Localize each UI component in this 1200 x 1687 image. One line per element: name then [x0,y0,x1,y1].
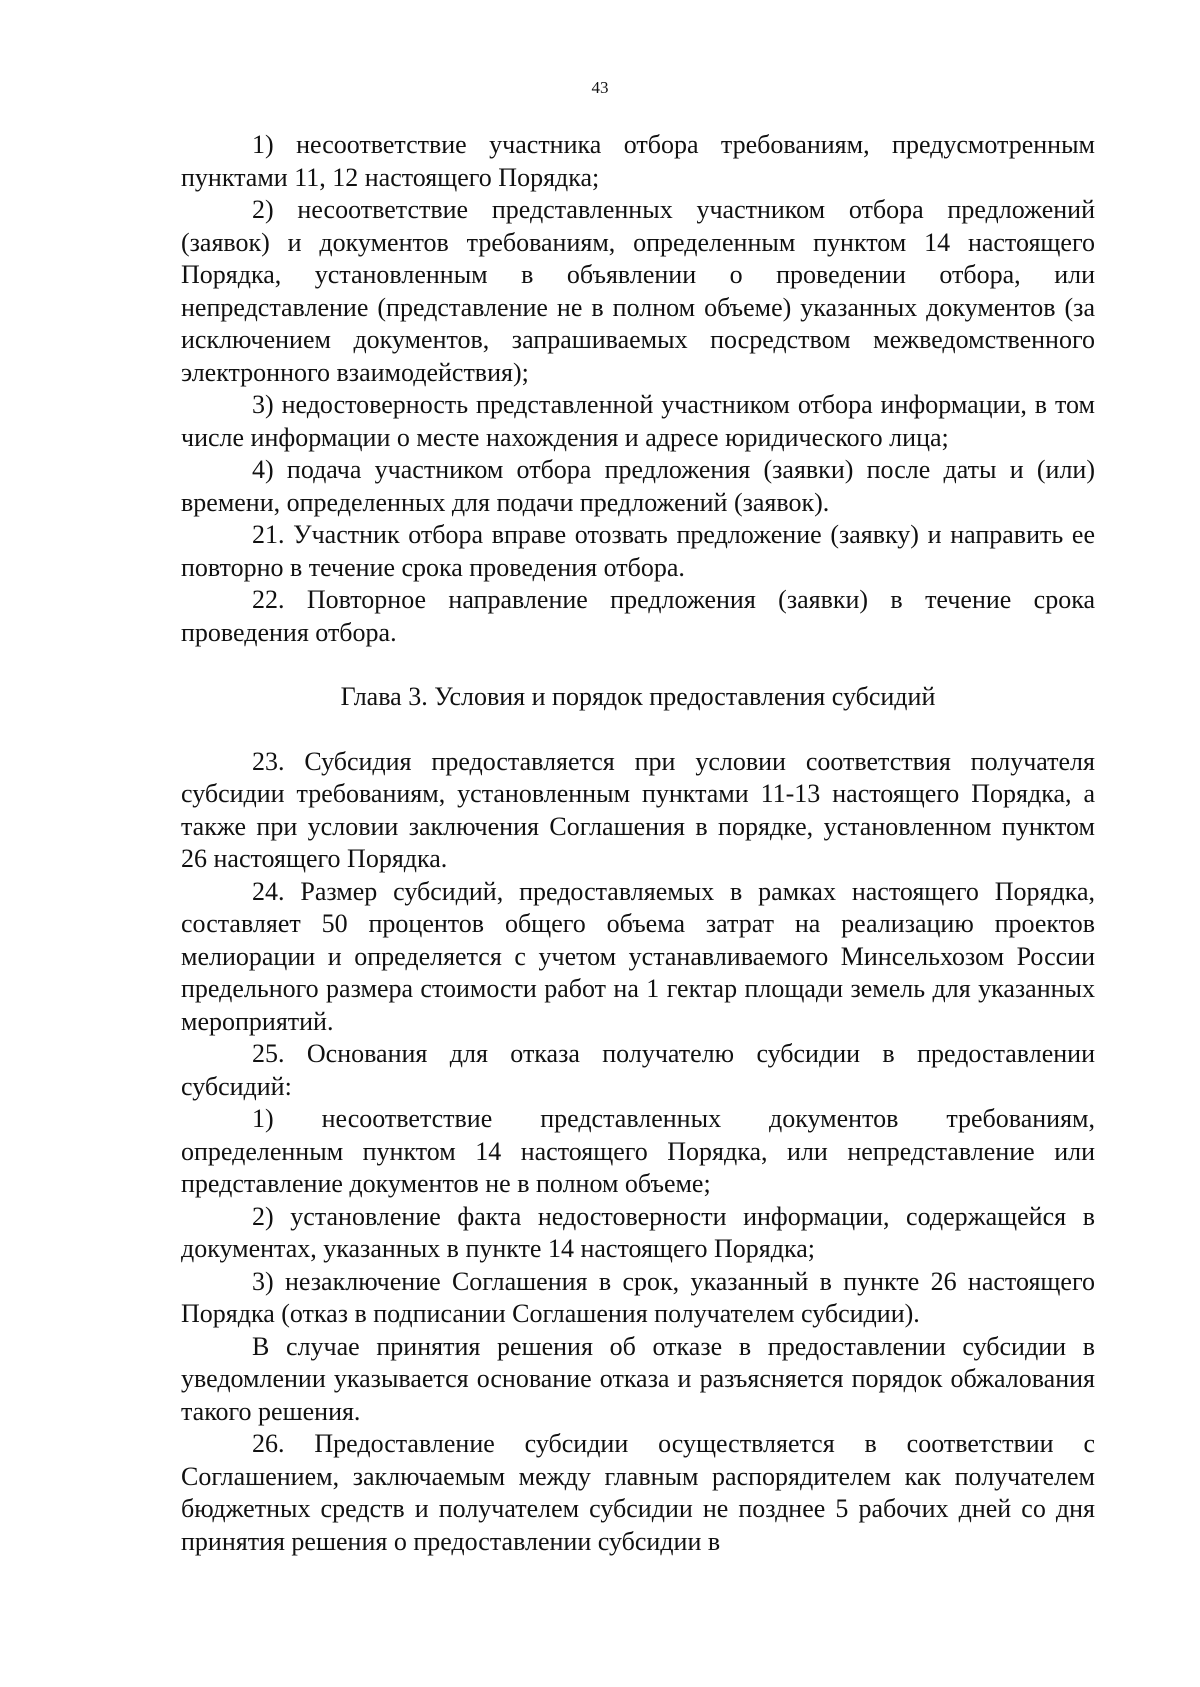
paragraph-21: 21. Участник отбора вправе отозвать предложение (заявку) и направить ее повторно в течение срока проведения отбора. [181,520,1095,582]
paragraph-item-2-noncompliance-documents: 2) несоответствие представленных участником отбора предложений (заявок) и документов требованиям, определенным пунктом 14 настоящего Порядка, установленным в объявлении о проведении отбора, или непредставление (представление не в полном объеме) указанных документов (за исключением документов, запрашиваемых посредством межведомственного электронного взаимодействия); [181,195,1095,387]
paragraph-25-item-1: 1) несоответствие представленных документов требованиям, определенным пунктом 14 настоящего Порядка, или непредставление или представление документов не в полном объеме; [181,1104,1095,1198]
paragraph-23: 23. Субсидия предоставляется при условии соответствия получателя субсидии требованиям, установленным пунктами 11-13 настоящего Порядка, а также при условии заключения Соглашения в порядке, установленном пунктом 26 настоящего Порядка. [181,746,1095,873]
paragraph-item-1-noncompliance-participant: 1) несоответствие участника отбора требованиям, предусмотренным пунктами 11, 12 настоящего Порядка; [181,130,1095,192]
paragraph-25-item-3: 3) незаключение Соглашения в срок, указанный в пункте 26 настоящего Порядка (отказ в подписании Соглашения получателем субсидии). [181,1266,1095,1328]
paragraph-item-4-late-submission: 4) подача участником отбора предложения (заявки) после даты и (или) времени, определенных для подачи предложений (заявок). [181,455,1095,517]
paragraph-25-item-2: 2) установление факта недостоверности информации, содержащейся в документах, указанных в пункте 14 настоящего Порядка; [181,1201,1095,1263]
paragraph-26: 26. Предоставление субсидии осуществляется в соответствии с Соглашением, заключаемым между главным распорядителем как получателем бюджетных средств и получателем субсидии не позднее 5 рабочих дней со дня принятия решения о предоставлении субсидии в [181,1429,1095,1556]
paragraph-24: 24. Размер субсидий, предоставляемых в рамках настоящего Порядка, составляет 50 процентов общего объема затрат на реализацию проектов мелиорации и определяется с учетом устанавливаемого Минсельхозом России предельного размера стоимости работ на 1 гектар площади земель для указанных мероприятий. [181,876,1095,1036]
page-number: 43 [591,78,609,97]
paragraph-item-3-unreliable-information: 3) недостоверность представленной участником отбора информации, в том числе информации о месте нахождения и адресе юридического лица; [181,390,1095,452]
paragraph-refusal-notice: В случае принятия решения об отказе в предоставлении субсидии в уведомлении указывается основание отказа и разъясняется порядок обжалования такого решения. [181,1331,1095,1426]
paragraph-25: 25. Основания для отказа получателю субсидии в предоставлении субсидий: [181,1039,1095,1101]
paragraph-22: 22. Повторное направление предложения (заявки) в течение срока проведения отбора. [181,585,1095,647]
chapter-heading: Глава 3. Условия и порядок предоставления субсидий [340,682,936,711]
document-body [181,129,1095,1558]
